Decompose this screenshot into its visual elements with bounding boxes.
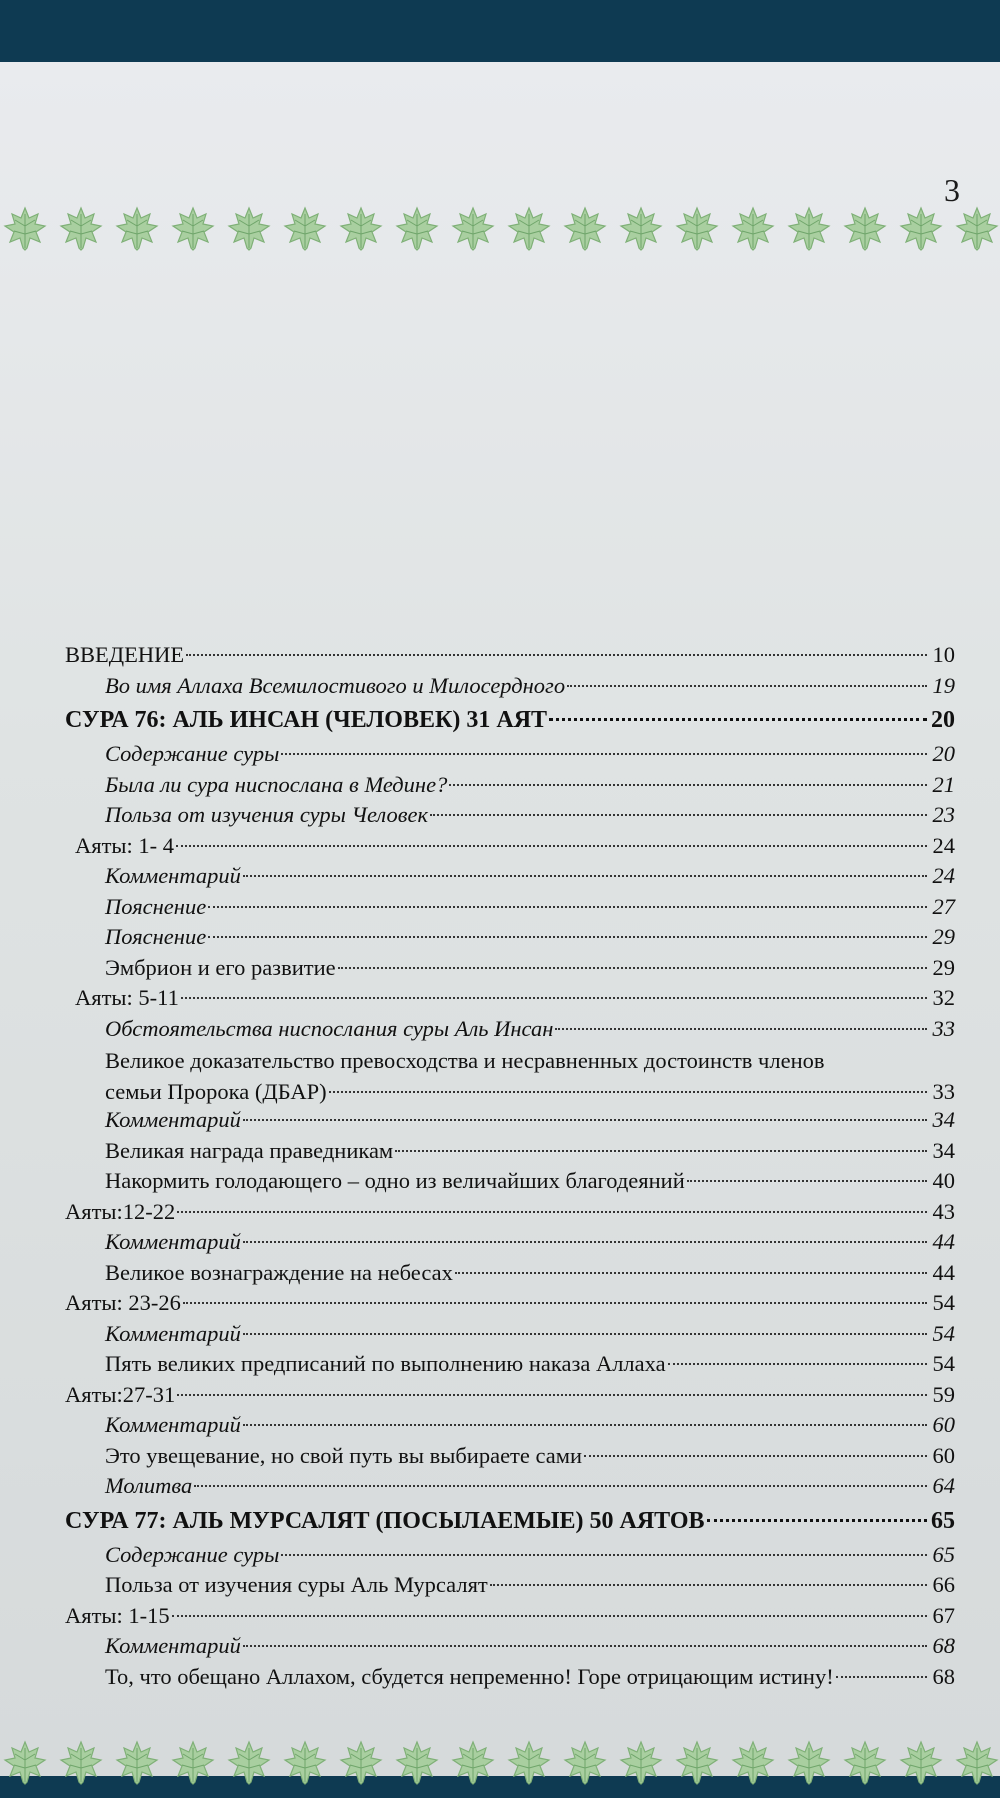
leaf-ornament-icon <box>56 1738 106 1788</box>
toc-entry-title: Великое доказательство превосходства и несравненных достоинств членов <box>105 1048 825 1073</box>
toc-entry-title: Пояснение <box>105 893 207 919</box>
toc-entry-title: Во имя Аллаха Всемилостивого и Милосердного <box>105 672 566 698</box>
toc-leader-dots <box>177 1211 927 1213</box>
toc-page-number: 65 <box>932 1541 955 1567</box>
toc-page-number: 29 <box>932 954 955 980</box>
leaf-ornament-icon <box>616 204 666 254</box>
toc-page-number: 66 <box>932 1572 955 1597</box>
leaf-ornament-icon <box>280 1738 330 1788</box>
leaf-ornament-icon <box>728 204 778 254</box>
leaf-ornament-icon <box>224 204 274 254</box>
toc-entry <box>65 1542 955 1573</box>
toc-entry <box>65 741 955 772</box>
leaf-ornament-icon <box>448 204 498 254</box>
leaf-ornament-icon <box>672 1738 722 1788</box>
toc-leader-dots <box>707 1519 927 1522</box>
leaf-ornament-icon <box>784 1738 834 1788</box>
toc-page-number: 54 <box>932 1320 955 1346</box>
leaf-ornament-icon <box>168 204 218 254</box>
toc-page-number: 34 <box>932 1107 955 1132</box>
toc-entry <box>65 924 955 955</box>
leaf-ornament-icon <box>336 204 386 254</box>
leaf-ornament-icon <box>0 204 50 254</box>
leaf-ornament-icon <box>952 204 1000 254</box>
toc-page-number: 68 <box>932 1633 955 1658</box>
toc-entry-title: Великая награда праведникам <box>105 1137 394 1163</box>
leaf-ornament-icon <box>672 204 722 254</box>
toc-leader-dots <box>208 936 927 938</box>
toc-entry <box>65 1664 955 1695</box>
toc-page-number: 54 <box>932 1351 955 1376</box>
leaf-ornament-icon <box>224 1738 274 1788</box>
toc-leader-dots <box>243 1119 927 1121</box>
toc-entry <box>65 985 955 1016</box>
toc-entry-title: Великое вознаграждение на небесах <box>105 1259 453 1285</box>
toc-leader-dots <box>555 1028 927 1030</box>
toc-page-number: 40 <box>932 1168 955 1193</box>
toc-leader-dots <box>208 906 927 908</box>
toc-leader-dots <box>181 997 927 999</box>
toc-entry-title: Польза от изучения суры Аль Мурсалят <box>105 1572 488 1597</box>
toc-page-number: 23 <box>932 802 955 827</box>
toc-leader-dots <box>584 1455 927 1457</box>
leaf-ornament-icon <box>504 204 554 254</box>
toc-entry <box>65 1016 955 1047</box>
toc-page-number: 43 <box>932 1198 955 1224</box>
toc-leader-dots <box>836 1676 927 1678</box>
toc-entry <box>65 833 955 864</box>
toc-page-number: 19 <box>932 672 955 698</box>
toc-page-number: 59 <box>932 1381 955 1407</box>
toc-entry <box>65 673 955 704</box>
toc-leader-dots <box>186 654 927 656</box>
toc-entry-title: Накормить голодающего – одно из величайших благодеяний <box>105 1168 685 1193</box>
leaf-ornament-icon <box>840 204 890 254</box>
leaf-ornament-icon <box>280 204 330 254</box>
toc-leader-dots <box>430 814 927 816</box>
leaf-ornament-bottom <box>0 1738 1000 1798</box>
toc-page-number: 10 <box>932 642 955 667</box>
toc-entry <box>65 1290 955 1321</box>
toc-leader-dots <box>687 1180 927 1182</box>
toc-entry <box>65 802 955 833</box>
toc-page-number: 27 <box>932 893 955 919</box>
leaf-ornament-icon <box>392 1738 442 1788</box>
toc-entry <box>65 1443 955 1474</box>
toc-page-number: 32 <box>932 985 955 1010</box>
toc-entry <box>65 1168 955 1199</box>
toc-entry <box>65 894 955 925</box>
toc-entry-title: Аяты:12-22 <box>65 1198 176 1224</box>
toc-page-number: 33 <box>932 1078 955 1104</box>
toc-entry <box>65 642 955 673</box>
toc-entry <box>65 1473 955 1504</box>
toc-leader-dots <box>183 1302 927 1304</box>
toc-page-number: 20 <box>932 741 955 766</box>
toc-entry-title: Аяты: 1-15 <box>65 1602 170 1628</box>
leaf-ornament-icon <box>392 204 442 254</box>
toc-entry-title: Это увещевание, но свой путь вы выбираете сами <box>105 1442 583 1468</box>
toc-entry-title: Содержание суры <box>105 1541 280 1567</box>
toc-leader-dots <box>329 1091 927 1093</box>
toc-sura-heading <box>65 1508 955 1542</box>
leaf-ornament-top <box>0 204 1000 264</box>
leaf-ornament-icon <box>840 1738 890 1788</box>
toc-leader-dots <box>449 784 927 786</box>
toc-page-number: 67 <box>932 1602 955 1628</box>
toc-entry-title: Аяты: 5-11 <box>75 985 179 1010</box>
leaf-ornament-icon <box>560 1738 610 1788</box>
toc-page-number: 24 <box>932 832 955 858</box>
toc-leader-dots <box>395 1150 927 1152</box>
toc-entry <box>65 1046 955 1107</box>
toc-entry-title: СУРА 76: АЛЬ ИНСАН (ЧЕЛОВЕК) 31 АЯТ <box>65 707 548 733</box>
book-page <box>0 62 1000 1776</box>
toc-entry-title: То, что обещано Аллахом, сбудется непременно! Горе отрицающим истину! <box>105 1663 834 1689</box>
toc-entry <box>65 1633 955 1664</box>
toc-entry-title: Аяты: 1- 4 <box>75 832 175 858</box>
toc-leader-dots <box>243 1333 927 1335</box>
leaf-ornament-icon <box>896 204 946 254</box>
toc-page-number: 34 <box>932 1137 955 1163</box>
toc-page-number: 33 <box>932 1015 955 1041</box>
toc-leader-dots <box>176 845 927 847</box>
toc-entry <box>65 1603 955 1634</box>
toc-entry <box>65 1321 955 1352</box>
toc-entry-title: Аяты:27-31 <box>65 1381 176 1407</box>
toc-entry-title: Комментарий <box>105 1229 241 1254</box>
toc-page-number: 68 <box>932 1663 955 1689</box>
toc-entry <box>65 1382 955 1413</box>
toc-entry <box>65 1229 955 1260</box>
toc-entry <box>65 1351 955 1382</box>
toc-entry-title: Аяты: 23-26 <box>65 1290 181 1315</box>
table-of-contents <box>65 642 955 1694</box>
toc-page-number: 64 <box>932 1473 955 1498</box>
toc-entry-title: Комментарий <box>105 1412 241 1437</box>
toc-page-number: 21 <box>932 771 955 797</box>
toc-leader-dots <box>194 1485 927 1487</box>
toc-entry-title: Пять великих предписаний по выполнению наказа Аллаха <box>105 1351 666 1376</box>
toc-entry <box>65 1107 955 1138</box>
toc-entry-title: Эмбрион и его развитие <box>105 954 336 980</box>
toc-page-number: 44 <box>932 1229 955 1254</box>
toc-entry-title: Обстоятельства ниспослания суры Аль Инсан <box>105 1015 554 1041</box>
leaf-ornament-icon <box>336 1738 386 1788</box>
toc-leader-dots <box>243 1424 927 1426</box>
toc-entry-title: Комментарий <box>105 863 241 888</box>
toc-page-number: 24 <box>932 863 955 888</box>
leaf-ornament-icon <box>728 1738 778 1788</box>
toc-leader-dots <box>549 718 927 721</box>
leaf-ornament-icon <box>112 1738 162 1788</box>
toc-entry-title: Молитва <box>105 1473 193 1498</box>
toc-leader-dots <box>172 1615 927 1617</box>
toc-page-number: 60 <box>932 1412 955 1437</box>
toc-page-number: 60 <box>932 1442 955 1468</box>
toc-entry <box>65 1199 955 1230</box>
toc-entry-title: Пояснение <box>105 924 207 949</box>
toc-entry-title-continued: семьи Пророка (ДБАР) <box>105 1078 327 1104</box>
leaf-ornament-icon <box>784 204 834 254</box>
toc-leader-dots <box>668 1363 927 1365</box>
toc-entry <box>65 1572 955 1603</box>
page-number: 3 <box>944 172 960 208</box>
toc-page-number: 65 <box>931 1507 955 1534</box>
toc-entry-second-line <box>105 1077 955 1108</box>
leaf-ornament-icon <box>504 1738 554 1788</box>
toc-entry <box>65 1412 955 1443</box>
toc-entry-title: Содержание суры <box>105 741 280 766</box>
toc-entry-title: Комментарий <box>105 1320 241 1346</box>
leaf-ornament-icon <box>560 204 610 254</box>
toc-page-number: 29 <box>932 924 955 949</box>
toc-leader-dots <box>177 1394 927 1396</box>
leaf-ornament-icon <box>616 1738 666 1788</box>
toc-leader-dots <box>243 1241 927 1243</box>
toc-entry-title: Польза от изучения суры Человек <box>105 802 429 827</box>
toc-entry <box>65 955 955 986</box>
toc-entry-title: СУРА 77: АЛЬ МУРСАЛЯТ (ПОСЫЛАЕМЫЕ) 50 АЯТОВ <box>65 1507 705 1534</box>
toc-leader-dots <box>455 1272 927 1274</box>
toc-leader-dots <box>338 967 927 969</box>
toc-entry-title: Была ли сура ниспослана в Медине? <box>105 771 448 797</box>
toc-leader-dots <box>243 1645 927 1647</box>
toc-page-number: 54 <box>932 1290 955 1315</box>
toc-leader-dots <box>567 685 927 687</box>
leaf-ornament-icon <box>448 1738 498 1788</box>
toc-leader-dots <box>243 875 927 877</box>
leaf-ornament-icon <box>112 204 162 254</box>
toc-leader-dots <box>490 1584 927 1586</box>
toc-entry <box>65 1260 955 1291</box>
leaf-ornament-icon <box>168 1738 218 1788</box>
toc-entry-title: ВВЕДЕНИЕ <box>65 642 185 667</box>
toc-page-number: 44 <box>932 1259 955 1285</box>
toc-entry <box>65 863 955 894</box>
toc-leader-dots <box>281 753 927 755</box>
toc-entry-title: Комментарий <box>105 1107 241 1132</box>
leaf-ornament-icon <box>56 204 106 254</box>
toc-sura-heading <box>65 707 955 741</box>
leaf-ornament-icon <box>896 1738 946 1788</box>
toc-leader-dots <box>281 1554 927 1556</box>
toc-entry <box>65 1138 955 1169</box>
toc-page-number: 20 <box>931 707 955 733</box>
leaf-ornament-icon <box>0 1738 50 1788</box>
toc-entry-title: Комментарий <box>105 1633 241 1658</box>
leaf-ornament-icon <box>952 1738 1000 1788</box>
toc-entry <box>65 772 955 803</box>
